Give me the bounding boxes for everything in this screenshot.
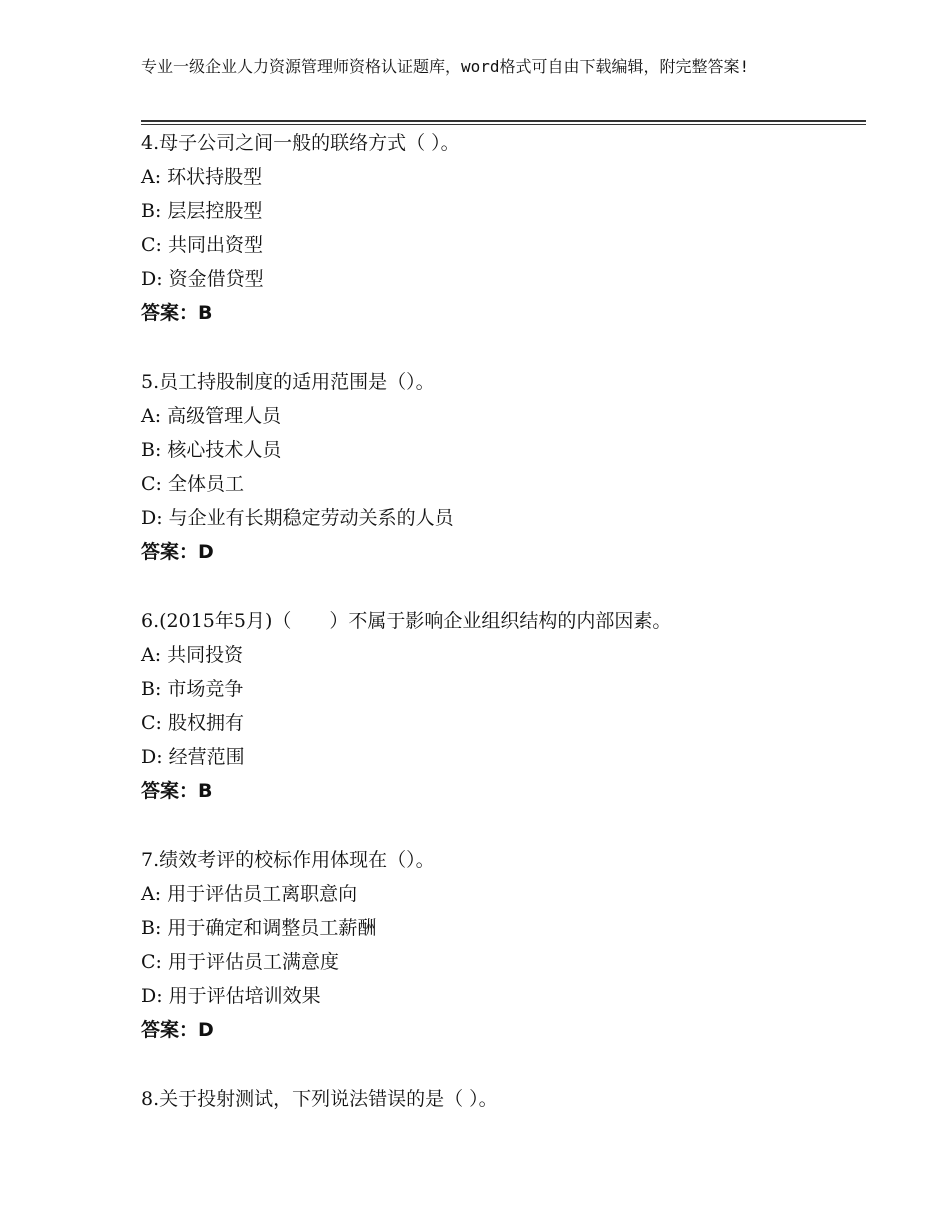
option-c: C: 用于评估员工满意度 [141, 951, 339, 973]
option-c: C: 共同出资型 [141, 234, 263, 256]
option-c: C: 股权拥有 [141, 712, 244, 734]
answer: 答案：D [141, 541, 214, 563]
option-a: A: 共同投资 [141, 644, 244, 666]
option-a: A: 用于评估员工离职意向 [141, 883, 358, 905]
question-stem: 5.员工持股制度的适用范围是（）。 [141, 371, 435, 393]
option-c: C: 全体员工 [141, 473, 244, 495]
option-b: B: 核心技术人员 [141, 439, 282, 461]
question-stem: 6.(2015年5月)（ ）不属于影响企业组织结构的内部因素。 [141, 610, 672, 632]
answer: 答案：B [141, 780, 213, 802]
option-d: D: 经营范围 [141, 746, 245, 768]
option-d: D: 用于评估培训效果 [141, 985, 321, 1007]
option-b: B: 层层控股型 [141, 200, 263, 222]
option-a: A: 环状持股型 [141, 166, 263, 188]
answer: 答案：B [141, 302, 213, 324]
question-8 [141, 1082, 866, 1116]
option-d: D: 资金借贷型 [141, 268, 264, 290]
header-rule-thick [141, 120, 866, 122]
option-a: A: 高级管理人员 [141, 405, 282, 427]
question-7 [141, 843, 866, 1047]
option-d: D: 与企业有长期稳定劳动关系的人员 [141, 507, 454, 529]
question-6 [141, 604, 866, 808]
question-stem: 8.关于投射测试，下列说法错误的是（ ）。 [141, 1088, 498, 1110]
document-header: 专业一级企业人力资源管理师资格认证题库，word格式可自由下载编辑，附完整答案! [141, 57, 750, 76]
option-b: B: 市场竞争 [141, 678, 244, 700]
header-rule-thin [141, 124, 866, 125]
question-4 [141, 126, 866, 330]
question-stem: 4.母子公司之间一般的联络方式（ ）。 [141, 132, 460, 154]
question-5 [141, 365, 866, 569]
option-b: B: 用于确定和调整员工薪酬 [141, 917, 377, 939]
question-stem: 7.绩效考评的校标作用体现在（）。 [141, 849, 435, 871]
answer: 答案：D [141, 1019, 214, 1041]
